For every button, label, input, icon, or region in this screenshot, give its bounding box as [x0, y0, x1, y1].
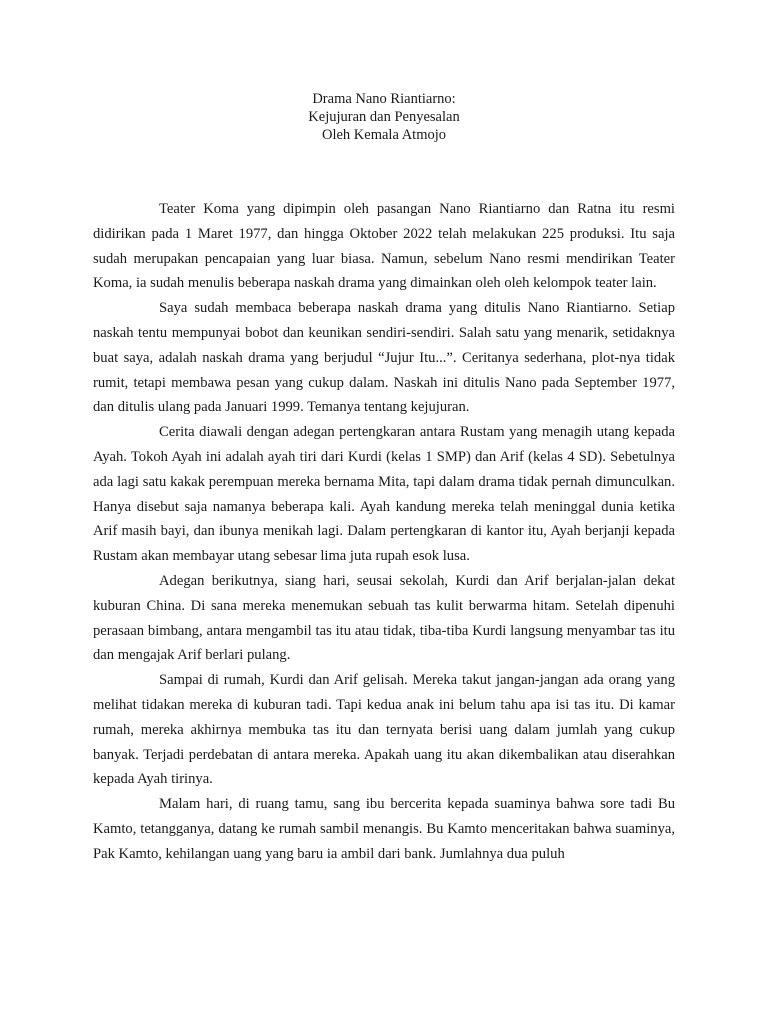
paragraph-2: Saya sudah membaca beberapa naskah drama yang ditulis Nano Riantiarno. Setiap naskah tentu mempunyai bobot dan keunikan sendiri-sendiri. Salah satu yang menarik, setidaknya buat saya, adalah naskah drama yang berjudul “Jujur Itu...”. Ceritanya sederhana, plot-nya tidak rumit, tetapi membawa pesan yang cukup dalam. Naskah ini ditulis Nano pada September 1977, dan ditulis ulang pada Januari 1999. Temanya tentang kejujuran. — [93, 300, 675, 416]
paragraph-4: Adegan berikutnya, siang hari, seusai sekolah, Kurdi dan Arif berjalan-jalan dekat kuburan China. Di sana mereka menemukan sebuah tas kulit berwarma hitam. Setelah dipenuhi perasaan bimbang, antara mengambil tas itu atau tidak, tiba-tiba Kurdi langsung menyambar tas itu dan mengajak Arif berlari pulang. — [93, 572, 675, 664]
paragraph-5: Sampai di rumah, Kurdi dan Arif gelisah. Mereka takut jangan-jangan ada orang yang melihat tidakan mereka di kuburan tadi. Tapi kedua anak ini belum tahu apa isi tas itu. Di kamar rumah, mereka akhirnya membuka tas itu dan ternyata berisi uang dalam jumlah yang cukup banyak. Terjadi perdebatan di antara mereka. Apakah uang itu akan dikembalikan atau diserahkan kepada Ayah tirinya. — [93, 672, 675, 788]
paragraph-1: Teater Koma yang dipimpin oleh pasangan Nano Riantiarno dan Ratna itu resmi didirikan pada 1 Maret 1977, dan hingga Oktober 2022 telah melakukan 225 produksi. Itu saja sudah merupakan pencapaian yang luar biasa. Namun, sebelum Nano resmi mendirikan Teater Koma, ia sudah menulis beberapa naskah drama yang dimainkan oleh oleh kelompok teater lain. — [93, 201, 675, 292]
title-line-2: Kejujuran dan Penyesalan — [308, 109, 460, 125]
paragraph-3: Cerita diawali dengan adegan pertengkaran antara Rustam yang menagih utang kepada Ayah. Tokoh Ayah ini adalah ayah tiri dari Kurdi (kelas 1 SMP) dan Arif (kelas 4 SD). Sebetulnya ada lagi satu kakak perempuan mereka bernama Mita, tapi dalam drama tidak pernah dimunculkan. Hanya disebut saja namanya beberapa kali. Ayah kandung mereka telah meninggal dunia ketika Arif masih bayi, dan ibunya menikah lagi. Dalam pertengkaran di kantor itu, Ayah berjanji kepada Rustam akan membayar utang sebesar lima juta rupah esok lusa. — [93, 424, 675, 565]
title-line-3: Oleh Kemala Atmojo — [321, 127, 447, 143]
document-body — [93, 197, 675, 867]
document-title — [0, 90, 768, 144]
paragraph-6: Malam hari, di ruang tamu, sang ibu bercerita kepada suaminya bahwa sore tadi Bu Kamto, tetangganya, datang ke rumah sambil menangis. Bu Kamto menceritakan bahwa suaminya, Pak Kamto, kehilangan uang yang baru ia ambil dari bank. Jumlahnya dua puluh — [93, 796, 675, 862]
title-line-1: Drama Nano Riantiarno: — [312, 91, 456, 107]
